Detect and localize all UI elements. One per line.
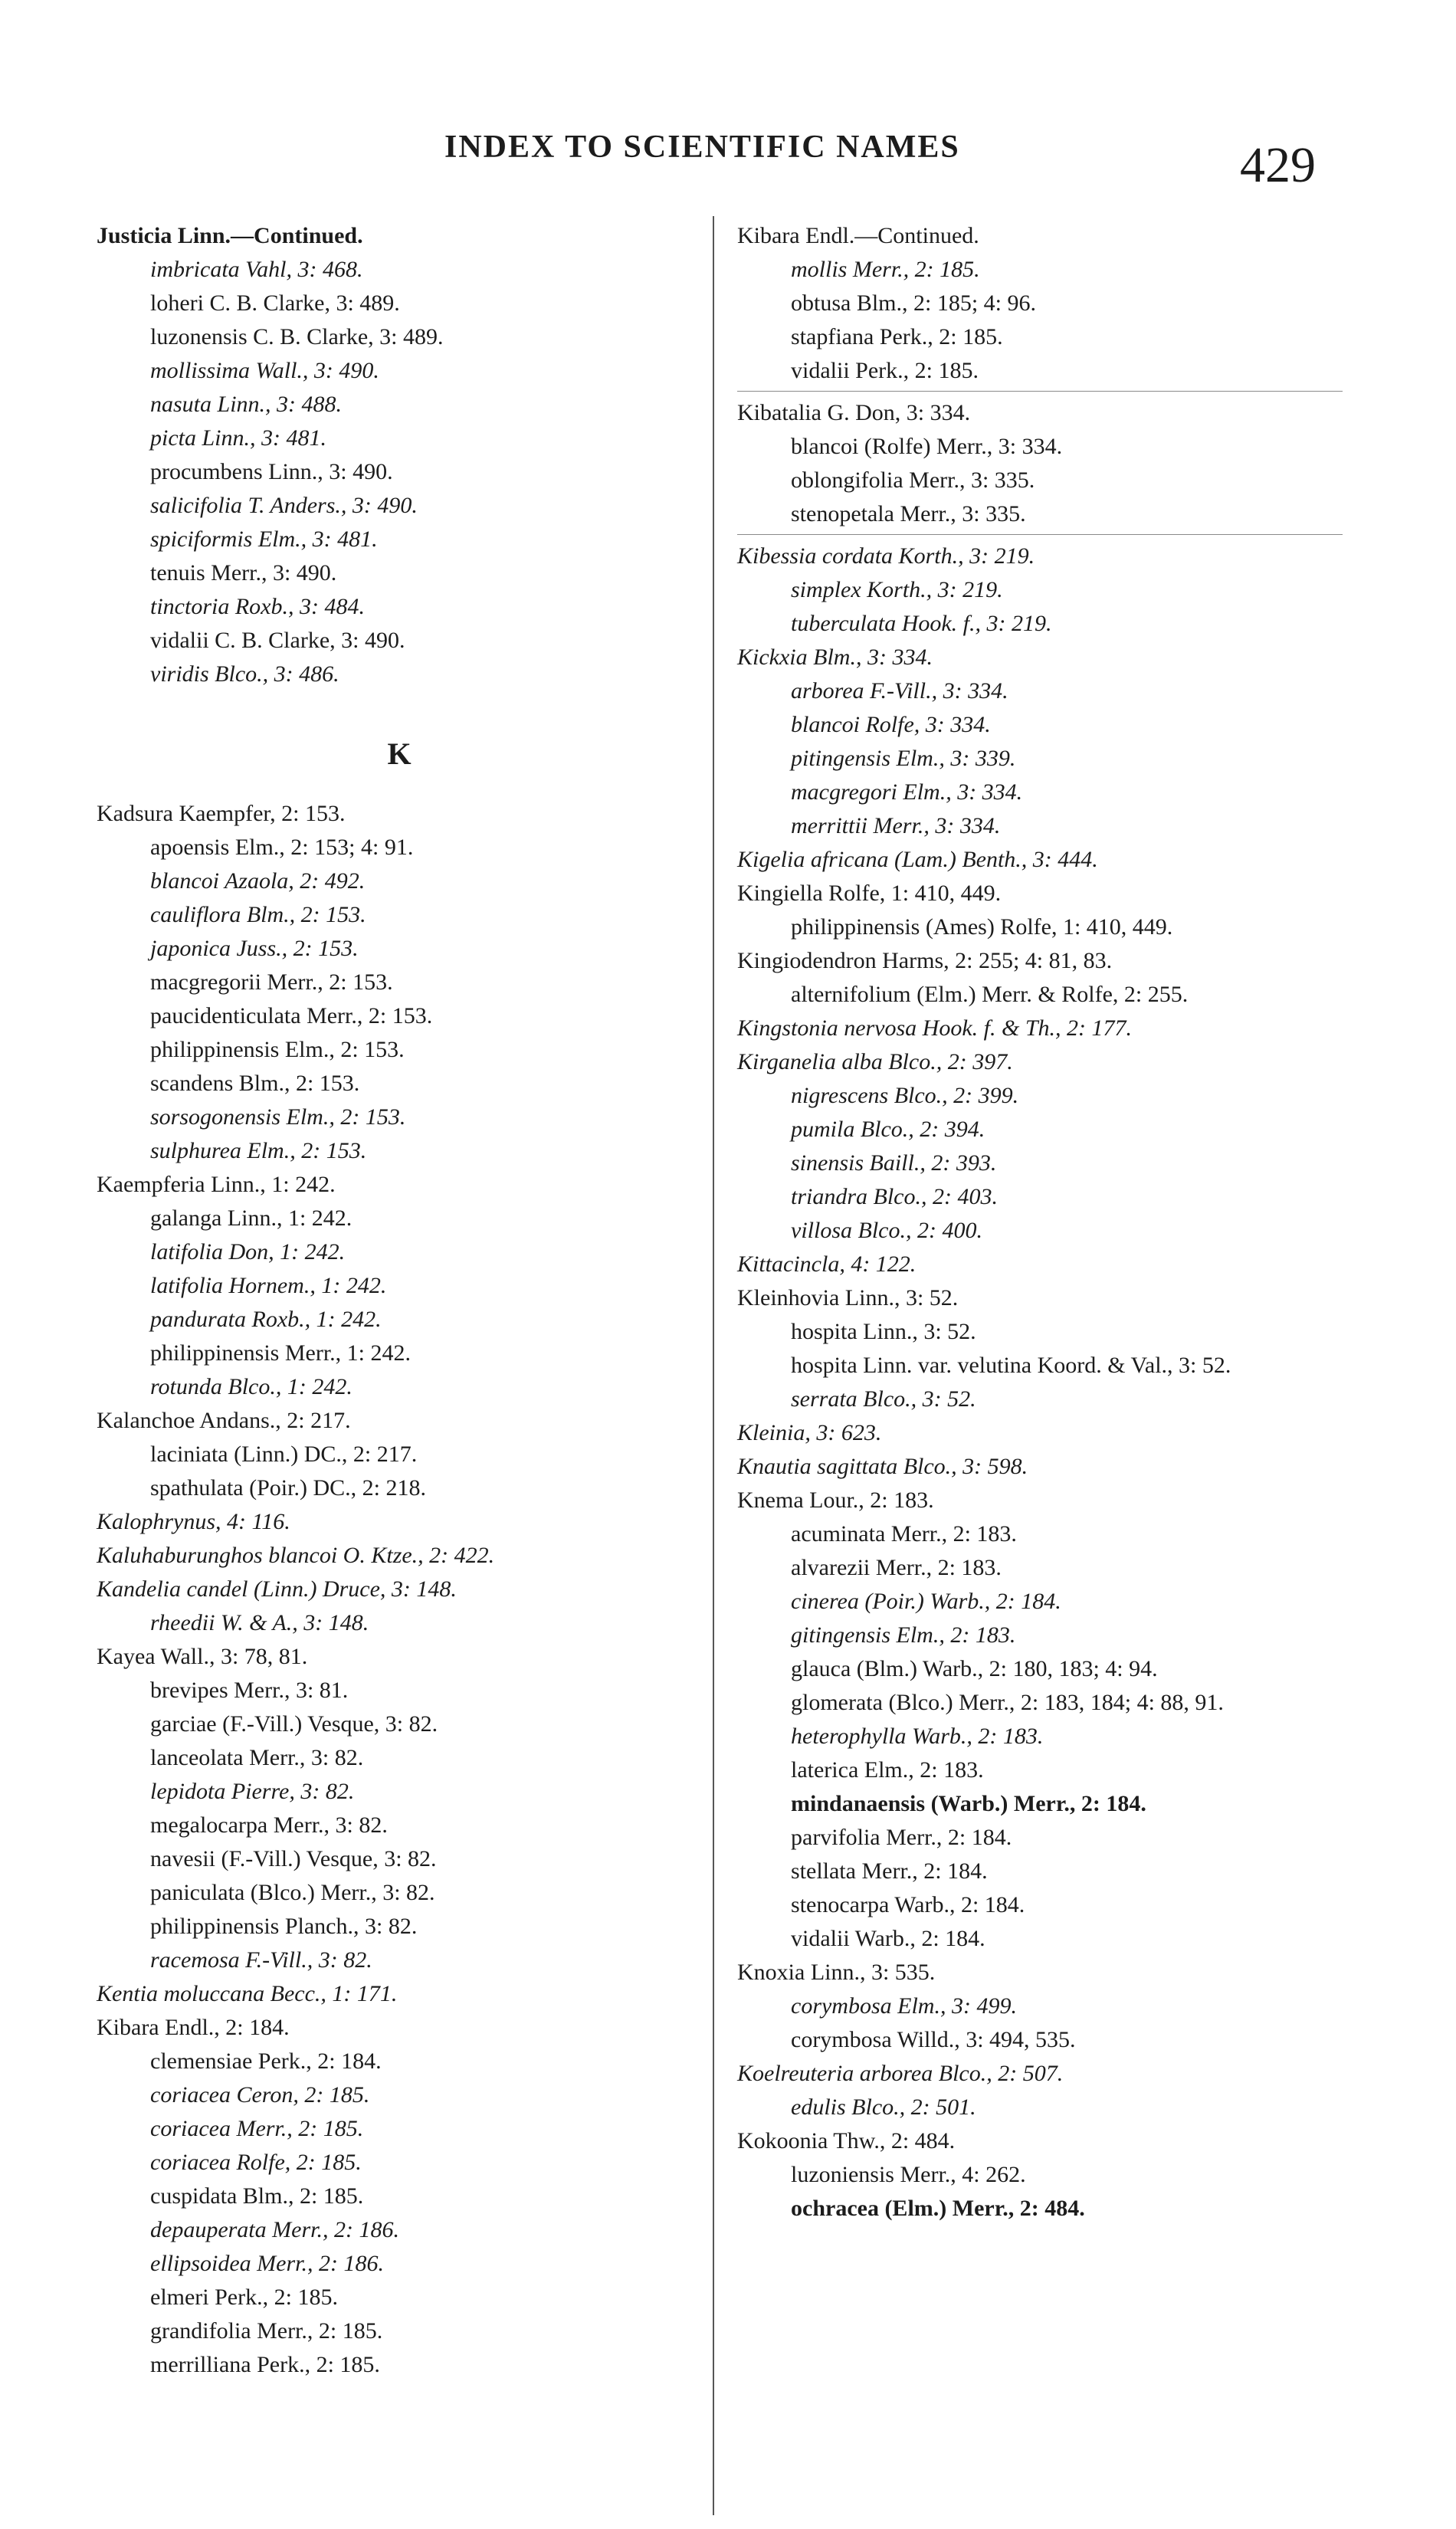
- index-entry: pandurata Roxb., 1: 242.: [150, 1307, 382, 1332]
- index-entry: luzoniensis Merr., 4: 262.: [791, 2162, 1026, 2187]
- index-entry: rotunda Blco., 1: 242.: [150, 1374, 353, 1399]
- index-entry: mollissima Wall., 3: 490.: [150, 358, 379, 383]
- index-entry: stenopetala Merr., 3: 335.: [791, 501, 1026, 526]
- index-entry: corymbosa Elm., 3: 499.: [791, 1993, 1017, 2019]
- index-entry: nasuta Linn., 3: 488.: [150, 392, 343, 417]
- index-entry: merrilliana Perk., 2: 185.: [150, 2352, 380, 2377]
- index-entry: simplex Korth., 3: 219.: [791, 577, 1003, 602]
- index-entry: spathulata (Poir.) DC., 2: 218.: [150, 1475, 426, 1501]
- index-entry: imbricata Vahl, 3: 468.: [150, 257, 363, 282]
- index-entry-heading: Kingiodendron Harms, 2: 255; 4: 81, 83.: [737, 948, 1113, 973]
- index-entry-heading: Kittacincla, 4: 122.: [737, 1251, 917, 1277]
- index-entry: coriacea Rolfe, 2: 185.: [150, 2150, 362, 2175]
- index-entry-heading: Knautia sagittata Blco., 3: 598.: [737, 1454, 1028, 1479]
- index-entry: oblongifolia Merr., 3: 335.: [791, 467, 1035, 493]
- index-entry: viridis Blco., 3: 486.: [150, 661, 339, 687]
- index-entry: blancoi Rolfe, 3: 334.: [791, 712, 991, 737]
- index-entry: sinensis Baill., 2: 393.: [791, 1150, 997, 1176]
- index-entry: ochracea (Elm.) Merr., 2: 484.: [791, 2196, 1085, 2221]
- index-entry: laterica Elm., 2: 183.: [791, 1757, 984, 1783]
- index-entry: philippinensis (Ames) Rolfe, 1: 410, 449.: [791, 914, 1173, 940]
- index-entry: parvifolia Merr., 2: 184.: [791, 1825, 1012, 1850]
- index-entry: acuminata Merr., 2: 183.: [791, 1521, 1017, 1547]
- index-entry: macgregorii Merr., 2: 153.: [150, 969, 393, 995]
- index-entry: vidalii C. B. Clarke, 3: 490.: [150, 628, 405, 653]
- index-entry: pumila Blco., 2: 394.: [791, 1117, 985, 1142]
- index-entry: corymbosa Willd., 3: 494, 535.: [791, 2027, 1076, 2052]
- index-entry: sulphurea Elm., 2: 153.: [150, 1138, 367, 1163]
- index-entry: pitingensis Elm., 3: 339.: [791, 746, 1016, 771]
- section-letter: K: [387, 736, 412, 771]
- index-entry: cauliflora Blm., 2: 153.: [150, 902, 366, 927]
- index-entry: spiciformis Elm., 3: 481.: [150, 526, 378, 552]
- column-divider: [713, 216, 714, 2515]
- index-entry: brevipes Merr., 3: 81.: [150, 1678, 349, 1703]
- k-entries-continued-block: [737, 540, 1343, 2226]
- index-entry: glomerata (Blco.) Merr., 2: 183, 184; 4: 88, 91.: [791, 1690, 1224, 1715]
- index-entry: latifolia Hornem., 1: 242.: [150, 1273, 387, 1298]
- index-entry-heading: Kalanchoe Andans., 2: 217.: [97, 1408, 351, 1433]
- index-entry: mollis Merr., 2: 185.: [791, 257, 980, 282]
- justicia-block: [97, 219, 702, 691]
- index-entry: elmeri Perk., 2: 185.: [150, 2285, 338, 2310]
- index-entry: vidalii Warb., 2: 184.: [791, 1926, 985, 1951]
- index-entry-heading: Kleinia, 3: 623.: [737, 1420, 882, 1445]
- index-entry-heading: Kaluhaburunghos blancoi O. Ktze., 2: 422.: [97, 1543, 495, 1568]
- index-entry-heading: Kingstonia nervosa Hook. f. & Th., 2: 177.: [737, 1015, 1132, 1041]
- index-entry-heading: Kickxia Blm., 3: 334.: [737, 645, 933, 670]
- index-entry-heading: Justicia Linn.—Continued.: [97, 223, 363, 248]
- index-entry: tenuis Merr., 3: 490.: [150, 560, 337, 586]
- index-entry: japonica Juss., 2: 153.: [150, 936, 359, 961]
- index-entry: tuberculata Hook. f., 3: 219.: [791, 611, 1052, 636]
- kibara-continued-block: [737, 219, 1343, 388]
- index-entry: philippinensis Merr., 1: 242.: [150, 1340, 411, 1366]
- index-entry: megalocarpa Merr., 3: 82.: [150, 1812, 388, 1838]
- page-number: 429: [1240, 137, 1316, 193]
- index-entry: philippinensis Planch., 3: 82.: [150, 1914, 418, 1939]
- k-entries-block: [97, 797, 702, 2382]
- index-entry-heading: Kalophrynus, 4: 116.: [97, 1509, 290, 1534]
- index-entry-heading: Kentia moluccana Becc., 1: 171.: [97, 1981, 398, 2006]
- kibatalia-block: [737, 396, 1343, 531]
- index-entry: triandra Blco., 2: 403.: [791, 1184, 998, 1209]
- index-entry: paniculata (Blco.) Merr., 3: 82.: [150, 1880, 435, 1905]
- index-entry: obtusa Blm., 2: 185; 4: 96.: [791, 290, 1037, 316]
- entry-separator: [737, 534, 1343, 535]
- running-head: INDEX TO SCIENTIFIC NAMES: [444, 130, 960, 165]
- index-entry: lanceolata Merr., 3: 82.: [150, 1745, 364, 1770]
- index-entry: ellipsoidea Merr., 2: 186.: [150, 2251, 384, 2276]
- index-entry: laciniata (Linn.) DC., 2: 217.: [150, 1442, 418, 1467]
- index-entry-heading: Kigelia africana (Lam.) Benth., 3: 444.: [737, 847, 1098, 872]
- index-entry: coriacea Merr., 2: 185.: [150, 2116, 364, 2141]
- index-entry: arborea F.-Vill., 3: 334.: [791, 678, 1008, 704]
- index-entry: clemensiae Perk., 2: 184.: [150, 2048, 382, 2074]
- index-entry: latifolia Don, 1: 242.: [150, 1239, 346, 1264]
- index-entry: salicifolia T. Anders., 3: 490.: [150, 493, 418, 518]
- index-entry: alvarezii Merr., 2: 183.: [791, 1555, 1002, 1580]
- index-entry: tinctoria Roxb., 3: 484.: [150, 594, 365, 619]
- entry-separator: [737, 391, 1343, 392]
- index-entry: luzonensis C. B. Clarke, 3: 489.: [150, 324, 444, 349]
- index-entry: picta Linn., 3: 481.: [150, 425, 326, 451]
- index-entry: coriacea Ceron, 2: 185.: [150, 2082, 370, 2108]
- index-entry-heading: Kokoonia Thw., 2: 484.: [737, 2128, 956, 2153]
- index-entry-heading: Kibara Endl.—Continued.: [737, 223, 979, 248]
- index-entry: hospita Linn. var. velutina Koord. & Val., 3: 52.: [791, 1353, 1231, 1378]
- index-entry: heterophylla Warb., 2: 183.: [791, 1724, 1044, 1749]
- index-entry: cuspidata Blm., 2: 185.: [150, 2183, 364, 2209]
- index-entry: glauca (Blm.) Warb., 2: 180, 183; 4: 94.: [791, 1656, 1158, 1681]
- index-entry-heading: Kadsura Kaempfer, 2: 153.: [97, 801, 346, 826]
- index-entry: nigrescens Blco., 2: 399.: [791, 1083, 1019, 1108]
- index-entry: philippinensis Elm., 2: 153.: [150, 1037, 405, 1062]
- right-column: [737, 219, 1343, 2226]
- index-entry: stenocarpa Warb., 2: 184.: [791, 1892, 1025, 1917]
- index-entry: lepidota Pierre, 3: 82.: [150, 1779, 355, 1804]
- index-entry: gitingensis Elm., 2: 183.: [791, 1622, 1016, 1648]
- index-entry: alternifolium (Elm.) Merr. & Rolfe, 2: 255.: [791, 982, 1189, 1007]
- index-entry: blancoi (Rolfe) Merr., 3: 334.: [791, 434, 1063, 459]
- index-entry: galanga Linn., 1: 242.: [150, 1205, 353, 1231]
- index-entry: grandifolia Merr., 2: 185.: [150, 2318, 383, 2344]
- index-entry-heading: Kingiella Rolfe, 1: 410, 449.: [737, 881, 1002, 906]
- index-entry: racemosa F.-Vill., 3: 82.: [150, 1947, 372, 1973]
- index-entry: macgregori Elm., 3: 334.: [791, 779, 1023, 805]
- index-entry: hospita Linn., 3: 52.: [791, 1319, 976, 1344]
- index-entry: vidalii Perk., 2: 185.: [791, 358, 979, 383]
- index-entry-heading: Kirganelia alba Blco., 2: 397.: [737, 1049, 1013, 1074]
- index-entry-heading: Knema Lour., 2: 183.: [737, 1488, 934, 1513]
- index-entry: mindanaensis (Warb.) Merr., 2: 184.: [791, 1791, 1146, 1816]
- index-entry: sorsogonensis Elm., 2: 153.: [150, 1104, 406, 1130]
- index-entry: paucidenticulata Merr., 2: 153.: [150, 1003, 433, 1028]
- index-entry: rheedii W. & A., 3: 148.: [150, 1610, 369, 1635]
- index-entry: scandens Blm., 2: 153.: [150, 1071, 360, 1096]
- index-entry: stellata Merr., 2: 184.: [791, 1858, 988, 1884]
- index-entry: cinerea (Poir.) Warb., 2: 184.: [791, 1589, 1061, 1614]
- index-entry: edulis Blco., 2: 501.: [791, 2094, 976, 2120]
- index-entry: merrittii Merr., 3: 334.: [791, 813, 1001, 838]
- index-entry-heading: Kaempferia Linn., 1: 242.: [97, 1172, 336, 1197]
- index-entry-heading: Koelreuteria arborea Blco., 2: 507.: [737, 2061, 1064, 2086]
- index-entry-heading: Knoxia Linn., 3: 535.: [737, 1960, 936, 1985]
- index-entry-heading: Kibatalia G. Don, 3: 334.: [737, 400, 971, 425]
- index-entry: navesii (F.-Vill.) Vesque, 3: 82.: [150, 1846, 437, 1871]
- index-entry-heading: Kibessia cordata Korth., 3: 219.: [737, 543, 1035, 569]
- index-entry-heading: Kibara Endl., 2: 184.: [97, 2015, 290, 2040]
- index-entry: serrata Blco., 3: 52.: [791, 1386, 976, 1412]
- index-entry-heading: Kleinhovia Linn., 3: 52.: [737, 1285, 959, 1310]
- index-entry: blancoi Azaola, 2: 492.: [150, 868, 366, 894]
- index-entry: depauperata Merr., 2: 186.: [150, 2217, 399, 2242]
- index-entry-heading: Kayea Wall., 3: 78, 81.: [97, 1644, 308, 1669]
- index-entry: loheri C. B. Clarke, 3: 489.: [150, 290, 400, 316]
- index-entry-heading: Kandelia candel (Linn.) Druce, 3: 148.: [97, 1576, 457, 1602]
- index-entry: stapfiana Perk., 2: 185.: [791, 324, 1003, 349]
- index-entry: apoensis Elm., 2: 153; 4: 91.: [150, 835, 414, 860]
- index-entry: procumbens Linn., 3: 490.: [150, 459, 393, 484]
- index-entry: villosa Blco., 2: 400.: [791, 1218, 982, 1243]
- left-column: [97, 219, 702, 2382]
- index-entry: garciae (F.-Vill.) Vesque, 3: 82.: [150, 1711, 438, 1737]
